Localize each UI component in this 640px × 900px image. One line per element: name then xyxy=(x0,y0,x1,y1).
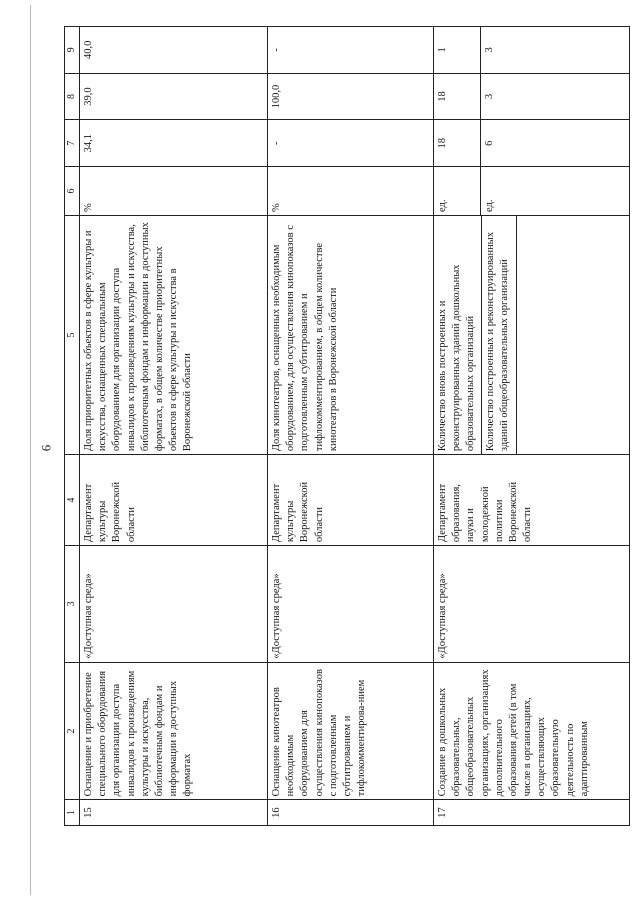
indicator-text: Количество вновь построенных и реконструированных зданий дошкольных образовательных организаций xyxy=(437,264,477,452)
indicator-divider xyxy=(516,216,577,454)
col-header: 4 xyxy=(65,455,80,546)
col-header: 3 xyxy=(65,546,80,663)
measure-cell: Оснащение и приобретение специального оборудования для организации доступа инвалидов к произведениям культуры и искусства, библиотечным фондам и информации в доступных форматах xyxy=(80,662,268,800)
row-number: 16 xyxy=(268,800,434,826)
page-number: 6 xyxy=(38,444,54,452)
row-number: 15 xyxy=(80,800,268,826)
indicators-table xyxy=(64,26,630,826)
table-row xyxy=(80,27,268,826)
table-row xyxy=(434,27,630,826)
value-text: 18 xyxy=(437,137,448,149)
value-cell: 39,0 xyxy=(80,73,268,120)
executor-cell: Департамент культуры Воронежской области xyxy=(268,455,434,546)
indicator-cell: Доля приоритетных объектов в сфере культуры и искусства, оснащенных специальным оборудованием для организации доступа инвалидов к произведениям культуры и искусства, библиотечным фондам и информации в доступных форматах, в общем количестве приоритетных объектов в сфере культуры и искусства в Воронежской области xyxy=(80,216,268,455)
value-text: 6 xyxy=(480,120,497,166)
row-number: 17 xyxy=(434,800,630,826)
header-row xyxy=(65,27,80,826)
unit-cell: % xyxy=(268,167,434,216)
scan-edge-line xyxy=(30,5,31,895)
col-header: 2 xyxy=(65,662,80,800)
executor-cell: Департамент образования, науки и молодежной политики Воронежской области xyxy=(434,455,630,546)
program-cell: «Доступная среда» xyxy=(434,546,630,663)
col-header: 7 xyxy=(65,120,80,167)
value-cell: 100,0 xyxy=(268,73,434,120)
value-cell xyxy=(434,73,630,120)
value-cell: - xyxy=(268,27,434,74)
unit-cell: % xyxy=(80,167,268,216)
col-header: 1 xyxy=(65,800,80,826)
unit-text: ед. xyxy=(480,167,497,215)
value-cell xyxy=(434,120,630,167)
measure-cell: Создание в дошкольных образовательных, общеобразовательных организациях, организациях дополнительного образования детей (в том числе в организациях, осуществляющих образовательную деятельность по адаптированным xyxy=(434,662,630,800)
program-cell: «Доступная среда» xyxy=(80,546,268,663)
value-text: 18 xyxy=(437,91,448,102)
value-text: 1 xyxy=(437,47,448,53)
unit-text: ед. xyxy=(437,199,448,212)
unit-cell xyxy=(434,167,630,216)
value-cell: - xyxy=(268,120,434,167)
indicator-text: Количество построенных и реконструированных зданий общеобразовательных организаций xyxy=(481,216,512,454)
value-cell xyxy=(434,27,630,74)
value-text: 3 xyxy=(480,27,497,73)
col-header: 9 xyxy=(65,27,80,74)
executor-cell: Департамент культуры Воронежской области xyxy=(80,455,268,546)
value-cell: 34,1 xyxy=(80,120,268,167)
col-header: 6 xyxy=(65,167,80,216)
program-cell: «Доступная среда» xyxy=(268,546,434,663)
rotated-page xyxy=(64,26,630,826)
value-text: 3 xyxy=(480,74,497,120)
measure-cell: Оснащение кинотеатров необходимым оборудованием для осуществления кинопоказов с подготовленным субтитрованием и тифлокомментирова-нием xyxy=(268,662,434,800)
indicator-cell: Доля кинотеатров, оснащенных необходимым оборудованием, для осуществления кинопоказов с подготовленным субтитрованием и тифлокомментированием, в общем количестве кинотеатров в Воронежской области xyxy=(268,216,434,455)
table-row xyxy=(268,27,434,826)
col-header: 5 xyxy=(65,216,80,455)
value-cell: 40,0 xyxy=(80,27,268,74)
col-header: 8 xyxy=(65,73,80,120)
indicator-cell xyxy=(434,216,630,455)
